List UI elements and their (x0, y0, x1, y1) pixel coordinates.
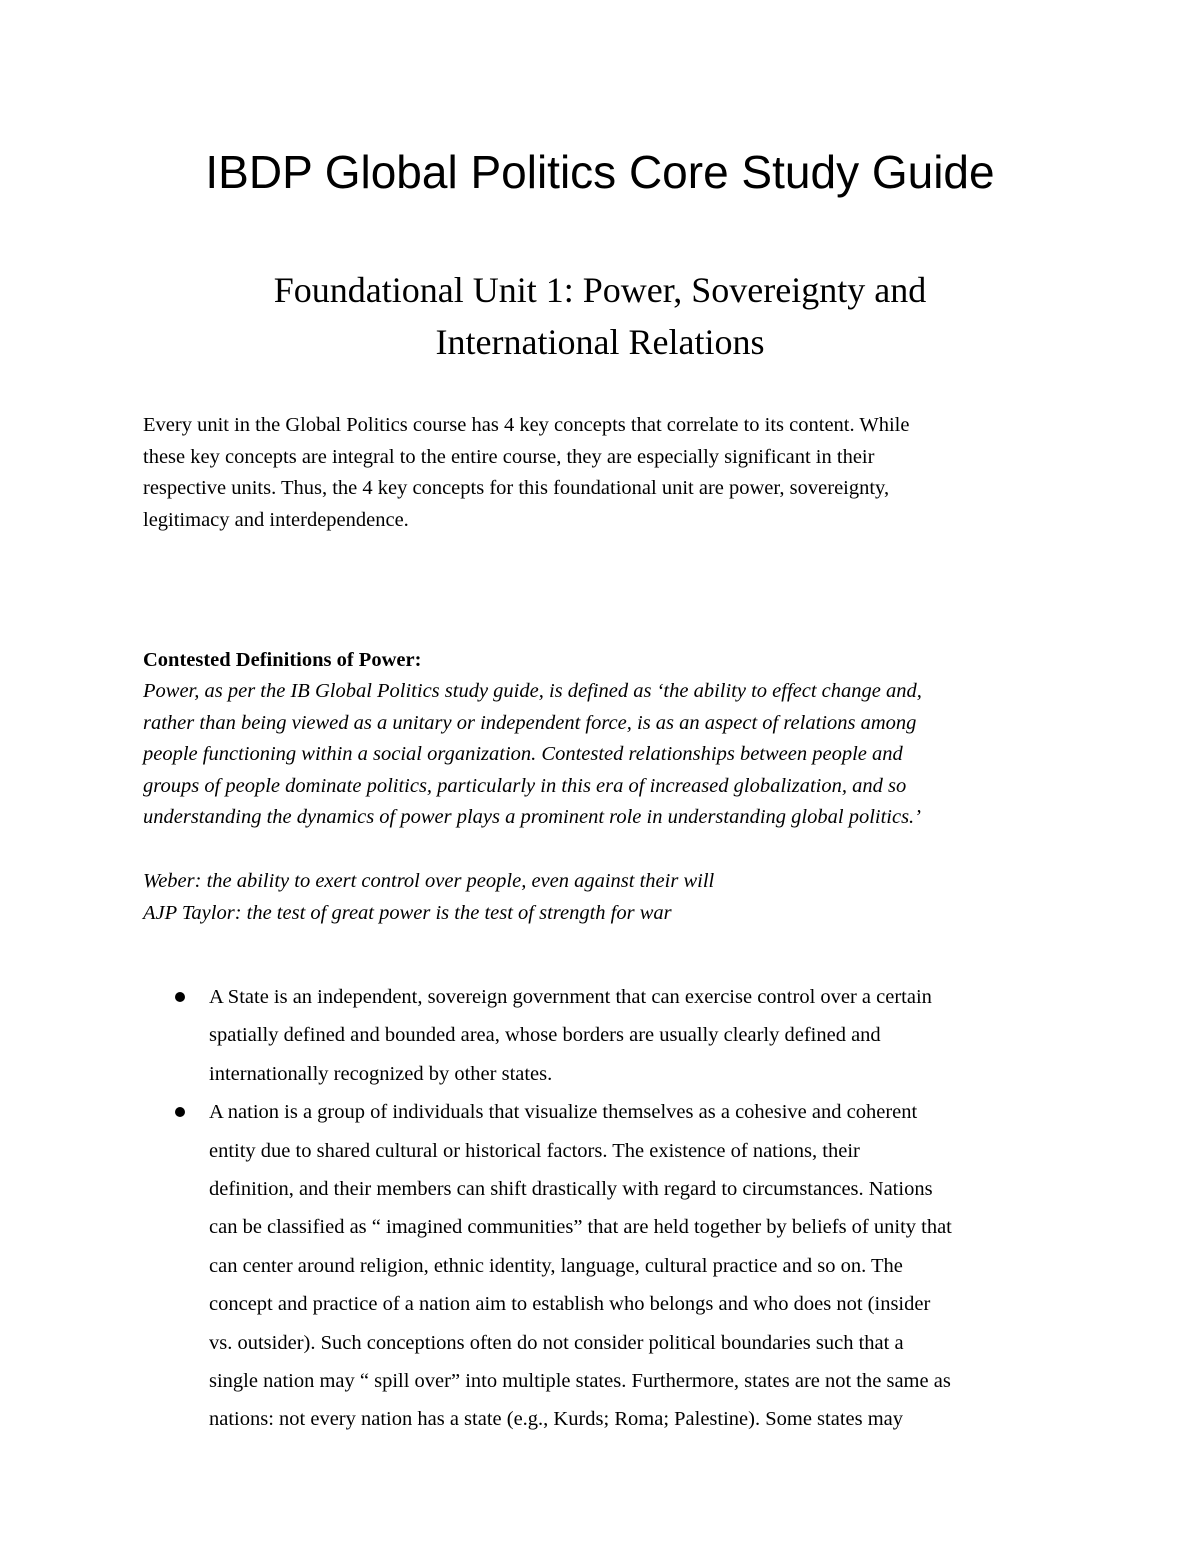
intro-paragraph (143, 410, 1063, 536)
intro-line: legitimacy and interdependence. (143, 508, 409, 531)
bullet-list (143, 978, 1083, 1439)
section-heading: Contested Definitions of Power: (143, 649, 422, 671)
bullet-icon (175, 992, 185, 1002)
definition-taylor: AJP Taylor: the test of great power is the test of strength for war (143, 901, 672, 924)
bullet-line: A State is an independent, sovereign government that can exercise control over a certain (209, 986, 932, 1008)
power-definition-quote (143, 676, 1063, 834)
quote-line: understanding the dynamics of power plays a prominent role in understanding global politics.’ (143, 806, 921, 828)
intro-line: respective units. Thus, the 4 key concepts for this foundational unit are power, sovereignty, (143, 477, 890, 499)
bullet-line: nations: not every nation has a state (e.g., Kurds; Roma; Palestine). Some states may (209, 1408, 904, 1431)
bullet-line: concept and practice of a nation aim to establish who belongs and who does not (insider (209, 1293, 931, 1316)
unit-subtitle (0, 264, 1200, 368)
bullet-line: can be classified as “ imagined communities” that are held together by beliefs of unity that (209, 1216, 952, 1239)
unit-subtitle-line: Foundational Unit 1: Power, Sovereignty and (273, 270, 927, 310)
unit-subtitle-line: International Relations (435, 322, 765, 362)
bullet-line: spatially defined and bounded area, whose borders are usually clearly defined and (209, 1024, 881, 1047)
list-item (143, 1093, 1083, 1439)
quote-line: rather than being viewed as a unitary or independent force, is as an aspect of relations among (143, 711, 917, 734)
bullet-line: vs. outsider). Such conceptions often do not consider political boundaries such that a (209, 1331, 904, 1354)
intro-line: these key concepts are integral to the entire course, they are especially significant in their (143, 445, 875, 468)
bullet-line: single nation may “ spill over” into multiple states. Furthermore, states are not the same as (209, 1370, 951, 1393)
bullet-line: A nation is a group of individuals that visualize themselves as a cohesive and coherent (209, 1101, 918, 1124)
document-title: IBDP Global Politics Core Study Guide (205, 146, 995, 198)
power-definitions (143, 866, 1063, 929)
quote-line: people functioning within a social organization. Contested relationships between people and (143, 743, 903, 765)
bullet-line: can center around religion, ethnic identity, language, cultural practice and so on. The (209, 1254, 903, 1277)
bullet-line: entity due to shared cultural or historical factors. The existence of nations, their (209, 1139, 860, 1162)
list-item (143, 978, 1083, 1093)
definition-weber: Weber: the ability to exert control over people, even against their will (143, 870, 715, 892)
quote-line: Power, as per the IB Global Politics study guide, is defined as ‘the ability to effect change and, (143, 680, 922, 702)
bullet-line: internationally recognized by other states. (209, 1062, 553, 1085)
intro-line: Every unit in the Global Politics course has 4 key concepts that correlate to its content. While (143, 414, 910, 436)
quote-line: groups of people dominate politics, particularly in this era of increased globalization, and so (143, 774, 907, 797)
bullet-icon (175, 1107, 185, 1117)
bullet-line: definition, and their members can shift drastically with regard to circumstances. Nations (209, 1178, 933, 1201)
